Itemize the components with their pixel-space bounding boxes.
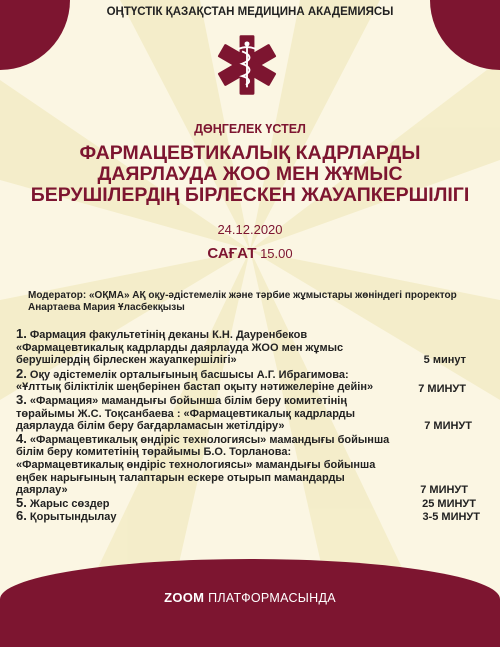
title-line: ФАРМАЦЕВТИКАЛЫҚ КАДРЛАРДЫ [79, 142, 421, 164]
academy-name: ОҢТҮСТІК ҚАЗАҚСТАН МЕДИЦИНА АКАДЕМИЯСЫ [106, 6, 394, 18]
agenda-item [16, 391, 486, 433]
time-label: САҒАТ [207, 245, 257, 262]
agenda-duration: 7 МИНУТ [420, 484, 468, 497]
agenda-duration: 7 МИНУТ [418, 383, 466, 396]
event-date: 24.12.2020 [217, 222, 283, 237]
agenda-text: Фармация факультетінің деканы К.Н. Дауренбеков «Фармацевтикалық кадрларды даярлауда ЖОО мен жұмыс берушілердің бірлескен жауапкершілігі» [16, 329, 344, 367]
platform-brand: ZOOM [164, 590, 205, 605]
platform-note [0, 590, 500, 605]
event-time [0, 245, 500, 262]
agenda-item [16, 365, 486, 396]
time-value: 15.00 [260, 246, 293, 261]
agenda-text: Оқу әдістемелік орталығының басшысы А.Г. Ибрагимова: «Ұлттық біліктілік шеңберінен бастап оқыту нәтижелеріне дейін» [16, 368, 374, 394]
agenda-duration: 5 минут [423, 354, 466, 367]
event-type: ДӨҢГЕЛЕК ҮСТЕЛ [194, 122, 306, 136]
agenda-duration: 7 МИНУТ [424, 420, 472, 433]
agenda-item [16, 510, 486, 524]
agenda-duration: 25 МИНУТ [422, 497, 476, 510]
agenda-duration: 3-5 МИНУТ [422, 511, 480, 524]
moderator-text: Модератор: «ОҚМА» АҚ оқу-әдістемелік және тәрбие жұмыстары жөніндегі проректор Анартаева Мария Ұласбекқызы [28, 290, 457, 313]
agenda-text: «Фармация» мамандығы бойынша білім беру комитетінің төрайымы Ж.С. Тоқсанбаева : «Фармацевтикалық кадрларды даярлауда білім беру бағдарламасын жетілдіру» [16, 394, 356, 433]
agenda-list [16, 328, 486, 524]
platform-text: ПЛАТФОРМАСЫНДА [208, 591, 336, 605]
title-line: БЕРУШІЛЕРДІҢ БІРЛЕСКЕН ЖАУАПКЕРШІЛІГІ [30, 184, 470, 206]
agenda-number: 3. [16, 391, 27, 407]
page-title [0, 143, 500, 206]
agenda-number: 4. [16, 430, 27, 446]
title-line: ДАЯРЛАУДА ЖОО МЕН ЖҰМЫС [97, 163, 403, 185]
agenda-number: 5. [16, 494, 27, 510]
agenda-number: 2. [16, 365, 27, 381]
agenda-number: 1. [16, 326, 27, 341]
agenda-text: Қорытындылау [29, 511, 117, 524]
agenda-number: 6. [16, 508, 27, 524]
agenda-item [16, 430, 486, 497]
agenda-text: Жарыс сөздер [29, 497, 110, 510]
agenda-item [16, 494, 486, 511]
star-of-life-caduceus-icon [216, 34, 278, 96]
agenda-text: «Фармацевтикалық өндіріс технологиясы» мамандығы бойынша білім беру комитетінің төрайымы Б.О. Торланова: «Фармацевтикалық өндіріс технологиясы» мамандығы бойынша еңбек нарығының талаптарын ескере отырып мамандарды даярлау» [16, 433, 390, 497]
agenda-item [16, 328, 486, 367]
